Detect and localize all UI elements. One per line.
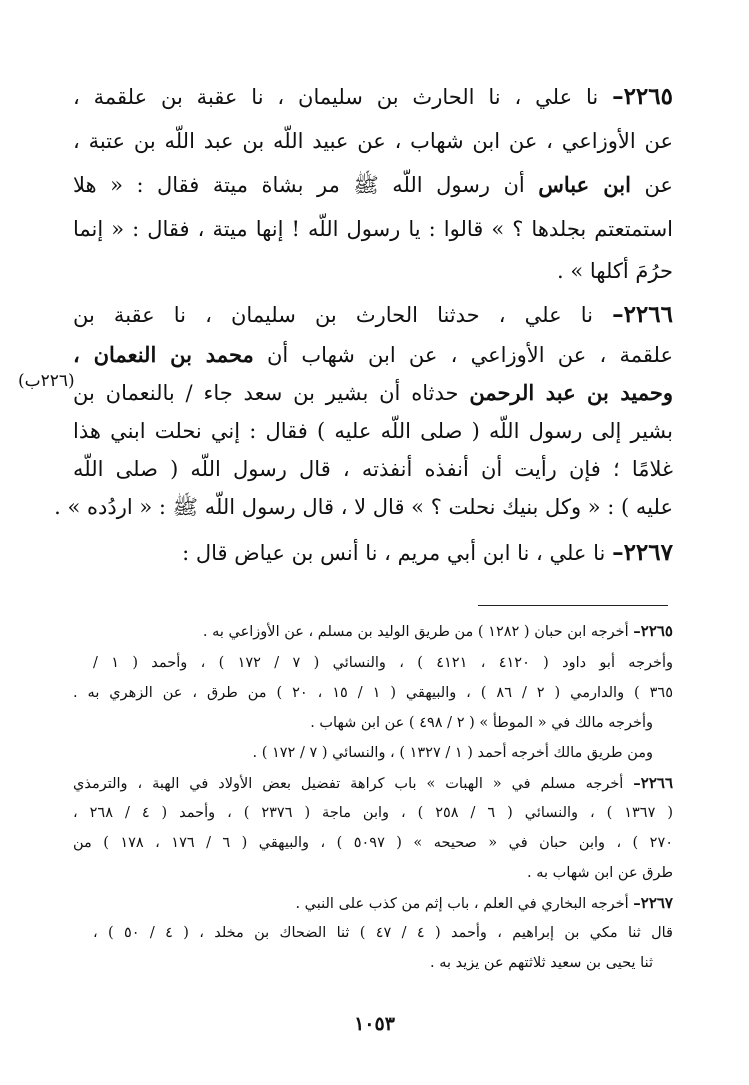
- entry-2265-line-5: حرُمَ أكلها » .: [557, 259, 673, 283]
- narrator-name: وحميد بن عبد الرحمن: [469, 380, 673, 405]
- entry-2265-line-3: [73, 170, 673, 200]
- hadith-text: نا علي ، نا الحارث بن سليمان ، نا عقبة بن علقمة ،: [73, 85, 599, 109]
- entry-2266-line-4: بشير إلى رسول اللّه ( صلى اللّه عليه ) فقال : إني نحلت ابني هذا: [73, 419, 673, 443]
- footnote-2266-line-4: طرق عن ابن شهاب به .: [527, 865, 673, 881]
- hadith-number: ٢٢٦٦–: [612, 301, 673, 328]
- footnote-2266-line-1: [73, 772, 673, 795]
- footnote-text: أخرجه مسلم في « الهبات » باب كراهة تفضيل بعض الأولاد في الهبة ، والترمذي: [73, 776, 624, 792]
- footnote-number: ٢٢٦٥–: [633, 622, 673, 640]
- footnote-2265-line-5: ومن طريق مالك أخرجه أحمد ( ١ / ١٣٢٧ ) ، والنسائي ( ٧ / ١٧٢ ) .: [252, 745, 653, 761]
- entry-2266-line-1: [73, 300, 673, 330]
- footnote-2266-line-2: ( ١٣٦٧ ) ، والنسائي ( ٦ / ٢٥٨ ) ، وابن ماجة ( ٢٣٧٦ ) ، وأحمد ( ٤ / ٢٦٨ ،: [73, 805, 673, 821]
- hadith-text: نا علي ، حدثنا الحارث بن سليمان ، نا عقبة بن: [73, 303, 593, 327]
- footnote-2265-line-2: وأخرجه أبو داود ( ٤١٢٠ ، ٤١٢١ ) ، والنسائي ( ٧ / ١٧٢ ) ، وأحمد ( ١ /: [93, 655, 674, 671]
- entry-2266-line-2: [73, 340, 673, 370]
- hadith-number: ٢٢٦٥–: [612, 83, 673, 110]
- entry-2265-line-2: عن الأوزاعي ، عن ابن شهاب ، عن عبيد اللّه بن عبد اللّه بن عتبة ،: [73, 129, 673, 153]
- hadith-text: عن: [644, 173, 673, 197]
- hadith-number: ٢٢٦٧–: [612, 539, 673, 566]
- footnote-2267-line-3: ثنا يحيى بن سعيد ثلاثتهم عن يزيد به .: [430, 955, 653, 971]
- entry-2266-line-5: غلامًا ؛ فإن رأيت أن أنفذه أنفذته ، قال رسول اللّه ( صلى اللّه: [73, 457, 673, 481]
- footnote-separator: [478, 605, 668, 606]
- footnote-2266-line-3: ٢٧٠ ) ، وابن حبان في « صحيحه » ( ٥٠٩٧ ) ، والبيهقي ( ٦ / ١٧٦ ، ١٧٨ ) من: [73, 835, 674, 851]
- entry-2267-line-1: [73, 538, 673, 568]
- entry-2266-line-6: عليه ) : « وكل بنيك نحلت ؟ » قال لا ، قال رسول اللّه ﷺ : « اردُده » .: [54, 495, 673, 519]
- narrator-name: ابن عباس: [538, 172, 631, 197]
- footnote-text: أخرجه البخاري في العلم ، باب إثم من كذب على النبي .: [295, 896, 629, 912]
- hadith-text: علقمة ، عن الأوزاعي ، عن ابن شهاب أن: [266, 343, 673, 367]
- entry-2265-line-1: [73, 82, 673, 112]
- page-number: ١٠٥٣: [354, 1013, 395, 1035]
- footnote-2267-line-1: [73, 892, 673, 915]
- entry-2266-line-3: [73, 378, 673, 408]
- entry-2265-line-4: استمتعتم بجلدها ؟ » قالوا : يا رسول اللّه ! إنها ميتة ، فقال : « إنما: [73, 217, 673, 241]
- narrator-name: محمد بن النعمان ،: [73, 342, 254, 367]
- footnote-2265-line-4: وأخرجه مالك في « الموطأ » ( ٢ / ٤٩٨ ) عن ابن شهاب .: [310, 715, 653, 731]
- manuscript-folio-note: (٢٢٦ب): [18, 371, 75, 391]
- hadith-text: حدثاه أن بشير بن سعد جاء / بالنعمان بن: [73, 381, 459, 405]
- footnote-2265-line-1: [73, 620, 673, 643]
- hadith-text: أن رسول اللّه ﷺ مر بشاة ميتة فقال : « هلا: [73, 173, 525, 197]
- hadith-text: نا علي ، نا ابن أبي مريم ، نا أنس بن عياض قال :: [182, 541, 606, 565]
- footnote-number: ٢٢٦٦–: [633, 774, 674, 792]
- footnote-2265-line-3: ٣٦٥ ) والدارمي ( ٢ / ٨٦ ) ، والبيهقي ( ١ / ١٥ ، ٢٠ ) من طرق ، عن الزهري به .: [73, 685, 673, 701]
- footnote-text: أخرجه ابن حبان ( ١٢٨٢ ) من طريق الوليد بن مسلم ، عن الأوزاعي به .: [202, 624, 629, 640]
- footnote-2267-line-2: قال ثنا مكي بن إبراهيم ، وأحمد ( ٤ / ٤٧ ) ثنا الضحاك بن مخلد ، ( ٤ / ٥٠ ) ،: [93, 925, 673, 941]
- footnote-number: ٢٢٦٧–: [633, 894, 673, 912]
